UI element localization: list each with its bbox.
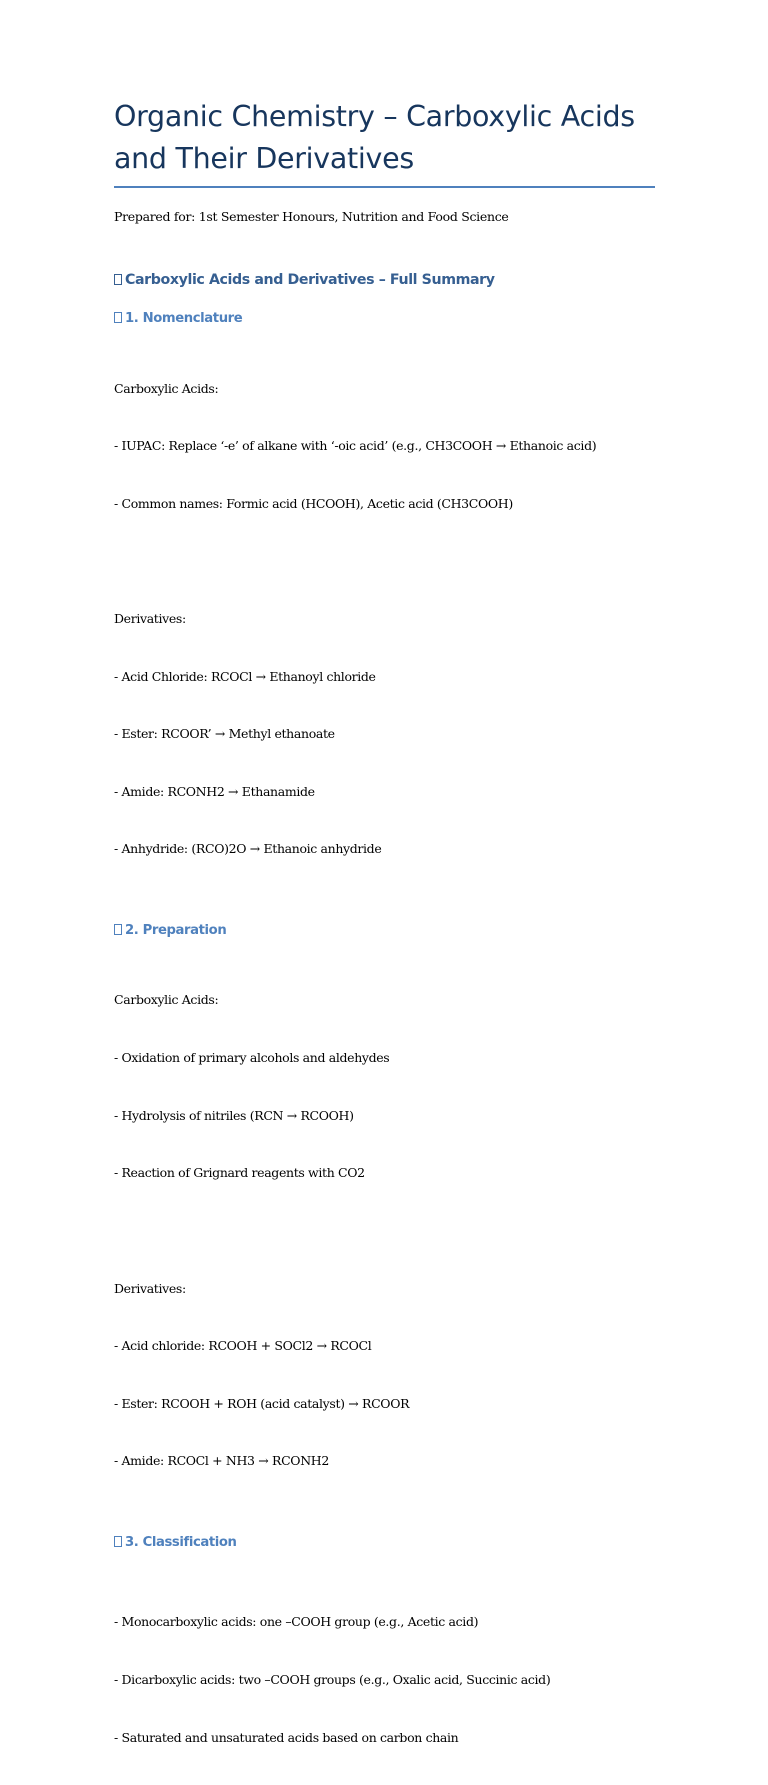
summary-heading	[114, 270, 656, 290]
missing-glyph-box-icon	[114, 1536, 122, 1547]
section-body-classification	[114, 1574, 656, 1785]
text-line: - Monocarboxylic acids: one –COOH group (e.g., Acetic acid)	[114, 1614, 479, 1630]
section-heading-nomenclature	[114, 309, 656, 329]
text-line: - Reaction of Grignard reagents with CO2	[114, 1165, 365, 1181]
text-line: - Amide: RCONH2 → Ethanamide	[114, 783, 315, 799]
text-line: Carboxylic Acids:	[114, 380, 219, 396]
title-line-1: Organic Chemistry – Carboxylic Acids	[114, 100, 635, 133]
text-line: - IUPAC: Replace ‘-e’ of alkane with ‘-oic acid’ (e.g., CH3COOH → Ethanoic acid)	[114, 438, 597, 454]
paragraph-gap	[114, 551, 656, 570]
text-line: - Anhydride: (RCO)2O → Ethanoic anhydride	[114, 841, 382, 857]
prepared-for-line: Prepared for: 1st Semester Honours, Nutrition and Food Science	[114, 209, 509, 224]
text-line: - Dicarboxylic acids: two –COOH groups (e.g., Oxalic acid, Succinic acid)	[114, 1671, 551, 1687]
text-line: - Acid Chloride: RCOCl → Ethanoyl chloride	[114, 668, 376, 684]
section-heading-text: 3. Classification	[125, 1534, 237, 1550]
text-line: - Hydrolysis of nitriles (RCN → RCOOH)	[114, 1107, 354, 1123]
missing-glyph-box-icon	[114, 924, 122, 935]
summary-heading-text: Carboxylic Acids and Derivatives – Full Summary	[125, 272, 495, 289]
text-line: - Oxidation of primary alcohols and aldehydes	[114, 1050, 390, 1066]
section-heading-preparation	[114, 921, 656, 941]
section-body-nomenclature	[114, 340, 656, 897]
paragraph-gap	[114, 1221, 656, 1240]
text-line: - Amide: RCOCl + NH3 → RCONH2	[114, 1453, 329, 1469]
text-line: Carboxylic Acids:	[114, 992, 219, 1008]
section-body-preparation	[114, 952, 656, 1509]
title-underline	[114, 186, 655, 188]
text-line: - Ester: RCOOR’ → Methyl ethanoate	[114, 726, 335, 742]
title-line-2: and Their Derivatives	[114, 142, 414, 175]
document-page	[114, 96, 656, 1785]
text-line: Derivatives:	[114, 1280, 186, 1296]
section-heading-text: 2. Preparation	[125, 923, 227, 939]
text-line: - Saturated and unsaturated acids based on carbon chain	[114, 1729, 459, 1745]
text-line: - Ester: RCOOH + ROH (acid catalyst) → RCOOR	[114, 1395, 410, 1411]
document-title	[114, 96, 656, 180]
text-line: Derivatives:	[114, 611, 186, 627]
text-line: - Common names: Formic acid (HCOOH), Acetic acid (CH3COOH)	[114, 495, 513, 511]
text-line: - Acid chloride: RCOOH + SOCl2 → RCOCl	[114, 1338, 372, 1354]
section-heading-text: 1. Nomenclature	[125, 311, 243, 327]
section-heading-classification	[114, 1533, 656, 1553]
missing-glyph-box-icon	[114, 312, 122, 323]
missing-glyph-box-icon	[114, 274, 122, 285]
